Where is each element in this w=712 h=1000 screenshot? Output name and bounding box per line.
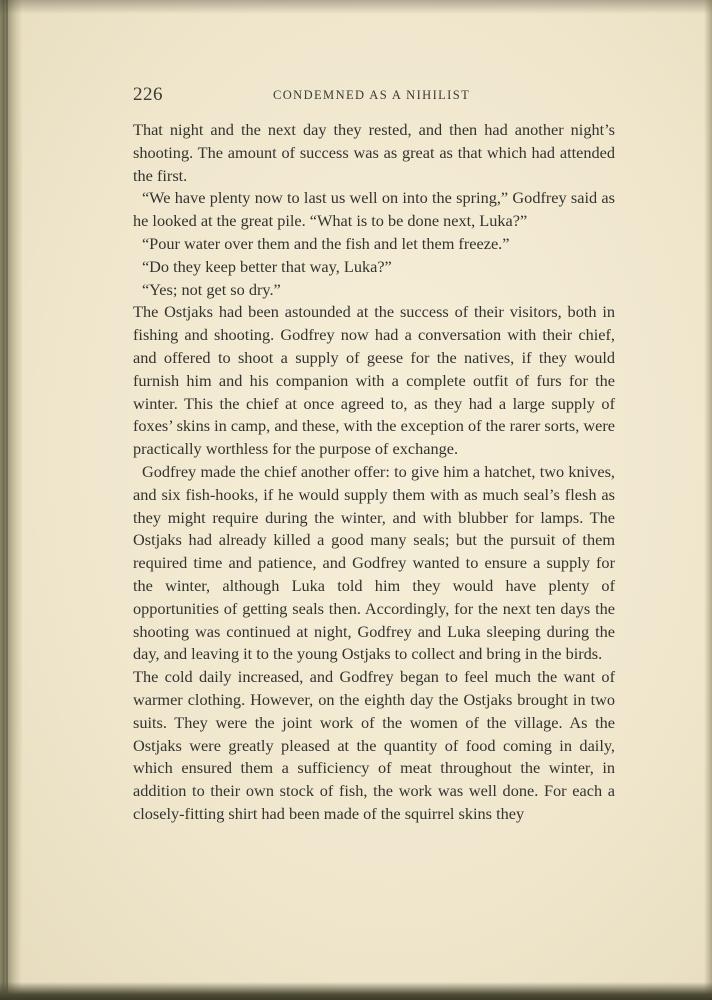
paragraph: Godfrey made the chief another offer: to give him a hatchet, two knives, and six fish-hooks, if he would supply them with as much seal’s flesh as they might require during the winter, and with blubber for lamps. The Ostjaks had already killed a good many seals; but the pursuit of them required time and patience, and Godfrey wanted to ensure a supply for the winter, although Luka told him they would have plenty of opportunities of getting seals then. Accordingly, for the next ten days the shooting was continued at night, Godfrey and Luka sleeping during the day, and leaving it to the young Ostjaks to collect and bring in the birds. [133, 461, 615, 664]
running-title: CONDEMNED AS A NIHILIST [273, 88, 471, 102]
paragraph: That night and the next day they rested, and then had another night’s shooting. The amount of success was as great as that which had attended the first. [133, 120, 615, 185]
bottom-page-edge [0, 982, 712, 1000]
paragraph: “Yes; not get so dry.” [141, 279, 281, 299]
paragraph: The cold daily increased, and Godfrey began to feel much the want of warmer clothing. However, on the eighth day the Ostjaks brought in two suits. They were the joint work of the women of the village. As the Ostjaks were greatly pleased at the quantity of food coming in daily, which ensured them a sufficiency of meat throughout the winter, in addition to their own stock of fish, the work was well done. For each a closely-fitting shirt had been made of the squirrel skins they [133, 667, 615, 823]
body-text [133, 119, 615, 826]
paragraph: The Ostjaks had been astounded at the success of their visitors, both in fishing and shooting. Godfrey now had a conversation with their chief, and offered to shoot a supply of geese for the natives, if they would furnish him and his companion with a complete outfit of furs for the winter. This the chief at once agreed to, as they had a large supply of foxes’ skins in camp, and these, with the exception of the rarer sorts, were practically worthless for the purpose of exchange. [133, 302, 615, 459]
paragraph: “We have plenty now to last us well on into the spring,” Godfrey said as he looked at the great pile. “What is to be done next, Luka?” [133, 188, 615, 231]
page-header [133, 84, 615, 106]
binding-line [6, 0, 8, 1000]
paragraph: “Pour water over them and the fish and let them freeze.” [141, 233, 510, 253]
right-page-edge [704, 0, 712, 1000]
top-shadow [0, 0, 712, 14]
paragraph: “Do they keep better that way, Luka?” [141, 256, 392, 276]
page-number: 226 [133, 84, 163, 105]
book-binding-gutter [0, 0, 22, 1000]
